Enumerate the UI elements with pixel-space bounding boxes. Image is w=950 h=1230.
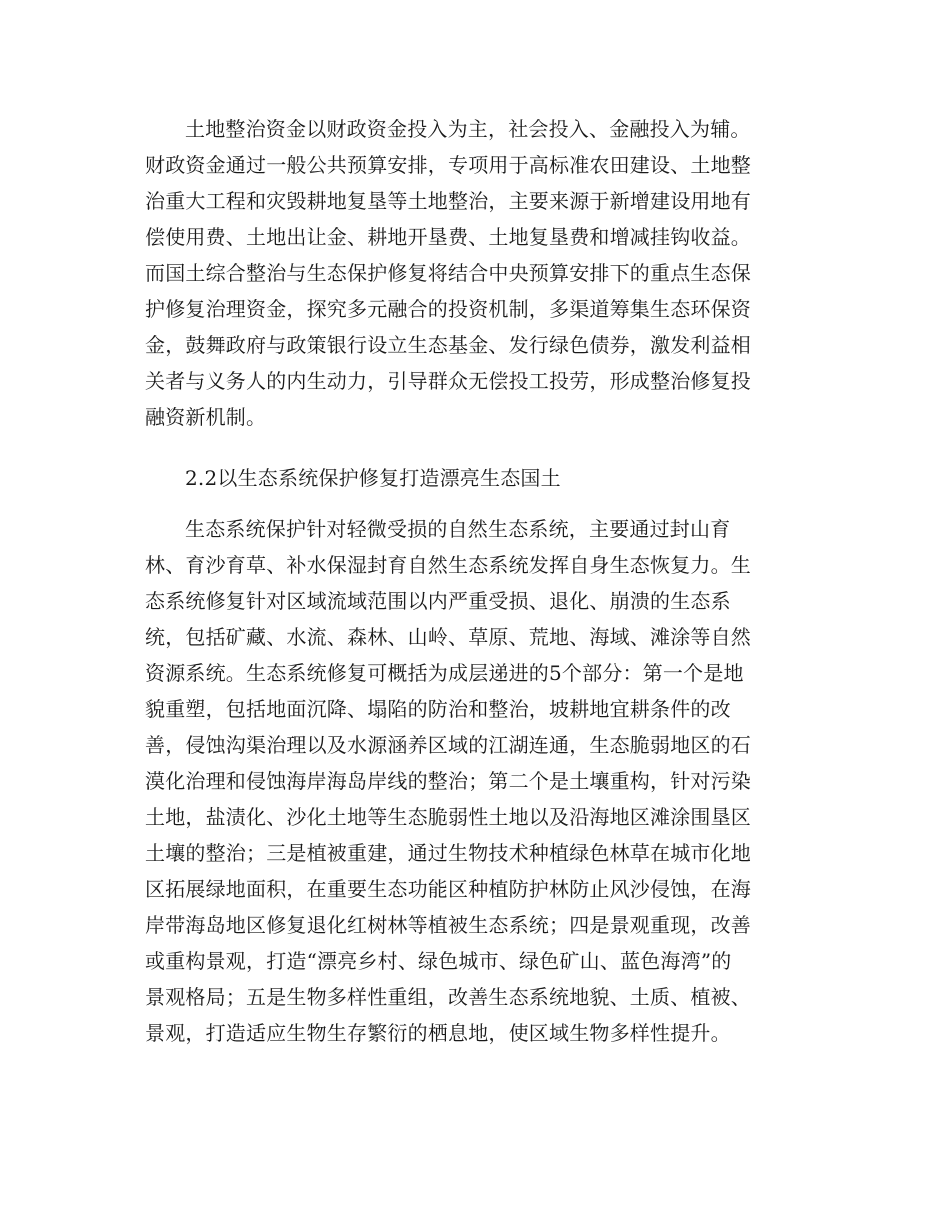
text-line: 金，鼓舞政府与政策银行设立生态基金、发行绿色债券，激发利益相	[145, 333, 751, 357]
text-line: 治重大工程和灾毁耕地复垦等土地整治，主要来源于新增建设用地有	[145, 189, 751, 213]
text-line: 景观，打造适应生物生存繁衍的栖息地，使区域生物多样性提升。	[145, 1021, 731, 1045]
text-line: 漠化治理和侵蚀海岸海岛岸线的整治；第二个是土壤重构，针对污染	[145, 769, 751, 793]
text-line: 生态系统保护针对轻微受损的自然生态系统，主要通过封山育	[185, 517, 731, 541]
text-line: 土壤的整治；三是植被重建，通过生物技术种植绿色林草在城市化地	[145, 841, 751, 865]
section-heading: 2.2以生态系统保护修复打造漂亮生态国土	[185, 466, 561, 490]
text-line: 土地，盐渍化、沙化土地等生态脆弱性土地以及沿海地区滩涂围垦区	[145, 805, 751, 829]
text-line: 土地整治资金以财政资金投入为主，社会投入、金融投入为辅。	[185, 117, 751, 141]
text-line: 林、育沙育草、补水保湿封育自然生态系统发挥自身生态恢复力。生	[145, 553, 751, 577]
text-line: 或重构景观，打造“漂亮乡村、绿色城市、绿色矿山、蓝色海湾”的	[145, 949, 732, 973]
text-line: 貌重塑，包括地面沉降、塌陷的防治和整治，坡耕地宜耕条件的改	[145, 697, 731, 721]
text-line: 资源系统。生态系统修复可概括为成层递进的5个部分：第一个是地	[145, 661, 744, 685]
text-line: 融资新机制。	[145, 405, 267, 429]
text-line: 偿使用费、土地出让金、耕地开垦费、土地复垦费和增减挂钩收益。	[145, 225, 751, 249]
text-line: 关者与义务人的内生动力，引导群众无偿投工投劳，形成整治修复投	[145, 369, 751, 393]
text-line: 景观格局；五是生物多样性重组，改善生态系统地貌、土质、植被、	[145, 985, 751, 1009]
text-line: 而国土综合整治与生态保护修复将结合中央预算安排下的重点生态保	[145, 261, 751, 285]
text-line: 善，侵蚀沟渠治理以及水源涵养区域的江湖连通，生态脆弱地区的石	[145, 733, 751, 757]
text-line: 统，包括矿藏、水流、森林、山岭、草原、荒地、海域、滩涂等自然	[145, 625, 751, 649]
text-line: 岸带海岛地区修复退化红树林等植被生态系统；四是景观重现，改善	[145, 913, 751, 937]
text-line: 态系统修复针对区域流域范围以内严重受损、退化、崩溃的生态系	[145, 589, 731, 613]
text-line: 区拓展绿地面积，在重要生态功能区种植防护林防止风沙侵蚀，在海	[145, 877, 751, 901]
text-line: 财政资金通过一般公共预算安排，专项用于高标准农田建设、土地整	[145, 153, 751, 177]
text-line: 护修复治理资金，探究多元融合的投资机制，多渠道筹集生态环保资	[145, 297, 751, 321]
